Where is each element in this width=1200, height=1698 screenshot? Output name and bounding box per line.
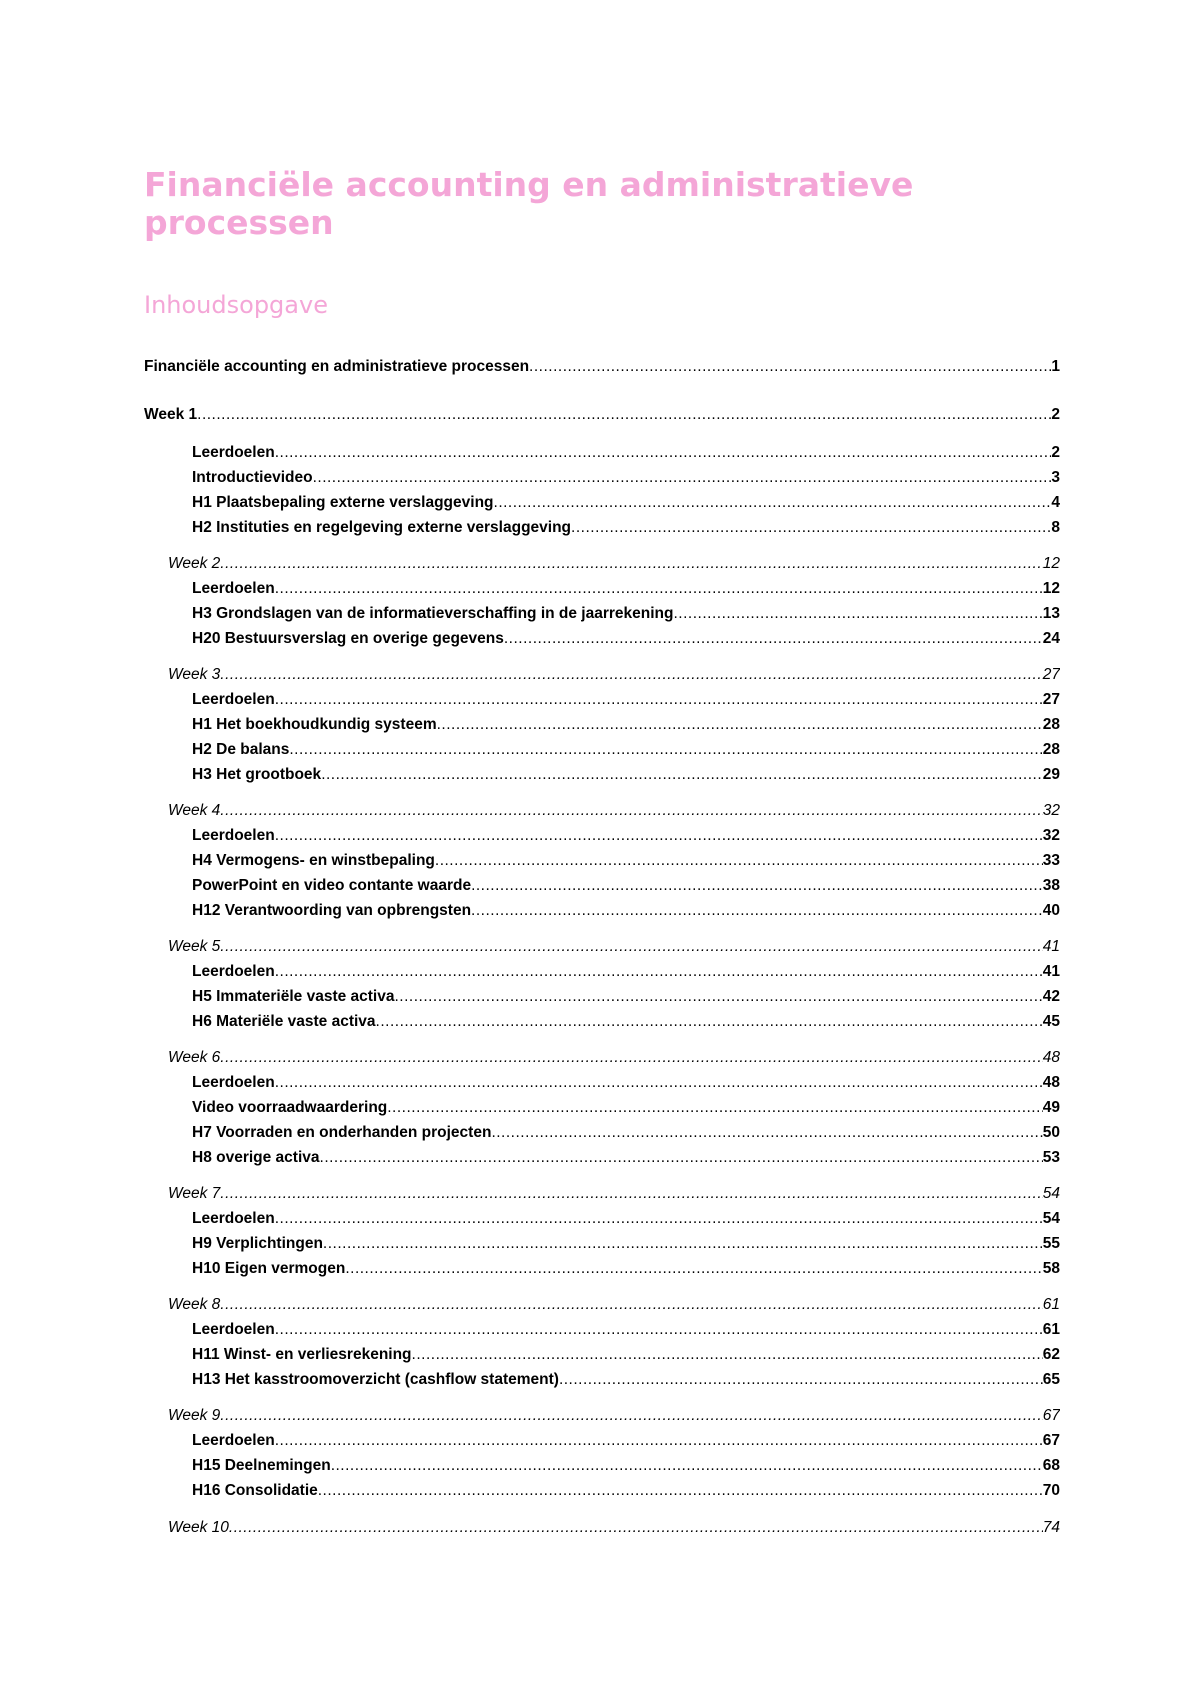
toc-entry[interactable] (192, 714, 1060, 736)
toc-dot-leader (320, 1147, 1043, 1169)
document-title: Financiële accounting en administratieve processen (144, 165, 914, 242)
toc-entry[interactable] (192, 739, 1060, 761)
toc-dot-leader (504, 628, 1043, 650)
toc-entry-page-number: 41 (1042, 938, 1060, 955)
toc-entry-title: Leerdoelen (192, 691, 275, 708)
toc-entry-page-number: 58 (1042, 1260, 1060, 1277)
toc-entry-title: H15 Deelnemingen (192, 1457, 331, 1474)
toc-entry-title: Week 2 (168, 555, 221, 572)
toc-entry[interactable] (192, 764, 1060, 786)
toc-entry-page-number: 8 (1051, 519, 1060, 536)
toc-entry-title: Leerdoelen (192, 1074, 275, 1091)
toc-entry-title: H2 Instituties en regelgeving externe verslaggeving (192, 519, 572, 536)
toc-entry[interactable] (192, 1208, 1060, 1230)
toc-entry[interactable] (192, 603, 1060, 625)
toc-entry[interactable] (168, 1183, 1060, 1205)
toc-entry[interactable] (192, 578, 1060, 600)
toc-entry[interactable] (192, 1122, 1060, 1144)
toc-entry[interactable] (144, 356, 1060, 378)
toc-dot-leader (412, 1344, 1043, 1366)
toc-entry[interactable] (144, 404, 1060, 426)
toc-entry-title: H5 Immateriële vaste activa (192, 988, 395, 1005)
toc-entry[interactable] (192, 517, 1060, 539)
toc-dot-leader (437, 714, 1043, 736)
toc-entry-title: H1 Het boekhoudkundig systeem (192, 716, 437, 733)
toc-entry-page-number: 68 (1042, 1457, 1060, 1474)
toc-entry-title: H3 Grondslagen van de informatieverschaffing in de jaarrekening (192, 605, 674, 622)
toc-entry[interactable] (192, 961, 1060, 983)
toc-entry-page-number: 38 (1042, 877, 1060, 894)
toc-entry-page-number: 4 (1051, 494, 1060, 511)
toc-dot-leader (376, 1011, 1043, 1033)
toc-entry-page-number: 61 (1042, 1321, 1060, 1338)
toc-entry-title: Week 4 (168, 802, 221, 819)
toc-entry-page-number: 12 (1042, 555, 1060, 572)
toc-entry-page-number: 28 (1042, 741, 1060, 758)
toc-entry-title: Week 3 (168, 666, 221, 683)
toc-entry[interactable] (192, 467, 1060, 489)
toc-entry-page-number: 45 (1042, 1013, 1060, 1030)
toc-entry[interactable] (168, 936, 1060, 958)
toc-entry-title: H1 Plaatsbepaling externe verslaggeving (192, 494, 494, 511)
toc-entry[interactable] (192, 689, 1060, 711)
toc-entry[interactable] (192, 442, 1060, 464)
toc-dot-leader (220, 1047, 1042, 1069)
toc-dot-leader (275, 442, 1052, 464)
toc-dot-leader (387, 1097, 1043, 1119)
toc-entry-page-number: 42 (1042, 988, 1060, 1005)
toc-entry-title: H4 Vermogens- en winstbepaling (192, 852, 435, 869)
toc-entry[interactable] (192, 628, 1060, 650)
toc-entry-title: Leerdoelen (192, 580, 275, 597)
toc-entry-title: Week 9 (168, 1407, 221, 1424)
toc-entry-page-number: 70 (1042, 1482, 1060, 1499)
toc-dot-leader (229, 1517, 1043, 1539)
toc-entry-title: H12 Verantwoording van opbrengsten (192, 902, 472, 919)
toc-entry-title: H13 Het kasstroomoverzicht (cashflow statement) (192, 1371, 559, 1388)
toc-entry-page-number: 67 (1042, 1407, 1060, 1424)
toc-entry-title: Leerdoelen (192, 1210, 275, 1227)
toc-entry[interactable] (192, 900, 1060, 922)
toc-entry[interactable] (192, 850, 1060, 872)
toc-dot-leader (321, 764, 1043, 786)
toc-entry-page-number: 27 (1042, 691, 1060, 708)
toc-entry[interactable] (192, 986, 1060, 1008)
toc-entry-page-number: 62 (1042, 1346, 1060, 1363)
toc-dot-leader (275, 825, 1043, 847)
toc-entry-page-number: 33 (1042, 852, 1060, 869)
toc-dot-leader (220, 936, 1042, 958)
toc-entry[interactable] (168, 1294, 1060, 1316)
toc-entry-page-number: 53 (1042, 1149, 1060, 1166)
toc-entry[interactable] (168, 664, 1060, 686)
toc-dot-leader (275, 961, 1043, 983)
toc-entry-page-number: 1 (1051, 358, 1060, 375)
toc-dot-leader (220, 664, 1042, 686)
toc-entry-title: Leerdoelen (192, 827, 275, 844)
toc-entry-page-number: 67 (1042, 1432, 1060, 1449)
toc-entry[interactable] (192, 1319, 1060, 1341)
toc-entry-title: Leerdoelen (192, 1321, 275, 1338)
toc-dot-leader (220, 800, 1042, 822)
toc-entry-page-number: 61 (1042, 1296, 1060, 1313)
toc-dot-leader (471, 875, 1043, 897)
toc-entry-title: Week 6 (168, 1049, 221, 1066)
toc-dot-leader (345, 1258, 1042, 1280)
toc-entry[interactable] (192, 1455, 1060, 1477)
toc-entry-page-number: 65 (1042, 1371, 1060, 1388)
toc-entry-page-number: 55 (1042, 1235, 1060, 1252)
toc-entry[interactable] (192, 1147, 1060, 1169)
toc-entry-page-number: 32 (1042, 802, 1060, 819)
toc-entry[interactable] (192, 1369, 1060, 1391)
toc-dot-leader (313, 467, 1052, 489)
toc-entry-page-number: 48 (1042, 1049, 1060, 1066)
toc-dot-leader (435, 850, 1043, 872)
toc-entry-page-number: 54 (1042, 1210, 1060, 1227)
toc-entry[interactable] (168, 1517, 1060, 1539)
toc-dot-leader (275, 578, 1043, 600)
toc-entry[interactable] (192, 825, 1060, 847)
toc-entry[interactable] (192, 1011, 1060, 1033)
toc-entry-title: H10 Eigen vermogen (192, 1260, 346, 1277)
toc-entry-title: H7 Voorraden en onderhanden projecten (192, 1124, 492, 1141)
toc-entry-page-number: 2 (1051, 444, 1060, 461)
toc-entry-page-number: 48 (1042, 1074, 1060, 1091)
toc-entry-title: Financiële accounting en administratieve processen (144, 358, 530, 375)
toc-entry[interactable] (168, 800, 1060, 822)
toc-entry-title: Week 7 (168, 1185, 221, 1202)
toc-dot-leader (471, 900, 1043, 922)
toc-entry[interactable] (168, 1047, 1060, 1069)
toc-entry-title: Leerdoelen (192, 1432, 275, 1449)
toc-dot-leader (571, 517, 1051, 539)
toc-entry[interactable] (168, 1405, 1060, 1427)
toc-entry-page-number: 54 (1042, 1185, 1060, 1202)
toc-entry[interactable] (192, 1480, 1060, 1502)
toc-entry-title: Week 8 (168, 1296, 221, 1313)
toc-entry-title: Week 10 (168, 1519, 229, 1536)
toc-dot-leader (197, 404, 1051, 426)
toc-entry[interactable] (192, 492, 1060, 514)
toc-entry-title: PowerPoint en video contante waarde (192, 877, 472, 894)
toc-dot-leader (559, 1369, 1043, 1391)
toc-dot-leader (529, 356, 1051, 378)
toc-heading: Inhoudsopgave (144, 291, 328, 319)
toc-entry[interactable] (168, 553, 1060, 575)
toc-entry-page-number: 3 (1051, 469, 1060, 486)
toc-entry-page-number: 40 (1042, 902, 1060, 919)
toc-entry[interactable] (192, 1430, 1060, 1452)
toc-entry-page-number: 74 (1042, 1519, 1060, 1536)
toc-entry[interactable] (192, 1097, 1060, 1119)
toc-entry-page-number: 13 (1042, 605, 1060, 622)
toc-entry-title: H6 Materiële vaste activa (192, 1013, 376, 1030)
toc-dot-leader (220, 553, 1042, 575)
toc-entry-title: Leerdoelen (192, 963, 275, 980)
toc-entry-page-number: 27 (1042, 666, 1060, 683)
toc-dot-leader (394, 986, 1042, 1008)
toc-entry-page-number: 2 (1051, 406, 1060, 423)
toc-entry[interactable] (192, 875, 1060, 897)
toc-dot-leader (289, 739, 1042, 761)
toc-entry-title: H8 overige activa (192, 1149, 320, 1166)
toc-dot-leader (494, 492, 1052, 514)
toc-entry[interactable] (192, 1072, 1060, 1094)
toc-entry-title: H3 Het grootboek (192, 766, 322, 783)
toc-dot-leader (275, 1072, 1043, 1094)
toc-entry-title: H20 Bestuursverslag en overige gegevens (192, 630, 504, 647)
toc-entry-title: H2 De balans (192, 741, 290, 758)
toc-entry[interactable] (192, 1344, 1060, 1366)
toc-entry-title: Leerdoelen (192, 444, 275, 461)
toc-entry-title: Video voorraadwaardering (192, 1099, 388, 1116)
toc-dot-leader (220, 1294, 1042, 1316)
toc-entry-page-number: 50 (1042, 1124, 1060, 1141)
toc-dot-leader (674, 603, 1043, 625)
toc-dot-leader (331, 1455, 1043, 1477)
toc-dot-leader (491, 1122, 1042, 1144)
toc-entry-title: H11 Winst- en verliesrekening (192, 1346, 412, 1363)
toc-entry-title: H9 Verplichtingen (192, 1235, 323, 1252)
toc-dot-leader (275, 689, 1043, 711)
toc-dot-leader (220, 1405, 1042, 1427)
toc-dot-leader (318, 1480, 1043, 1502)
toc-dot-leader (323, 1233, 1043, 1255)
toc-entry-page-number: 12 (1042, 580, 1060, 597)
toc-entry-page-number: 41 (1042, 963, 1060, 980)
toc-entry-page-number: 24 (1042, 630, 1060, 647)
toc-dot-leader (275, 1430, 1043, 1452)
toc-dot-leader (275, 1208, 1043, 1230)
toc-entry-title: Introductievideo (192, 469, 313, 486)
toc-entry[interactable] (192, 1233, 1060, 1255)
toc-entry-page-number: 32 (1042, 827, 1060, 844)
toc-entry-title: Week 1 (144, 406, 198, 423)
toc-entry-page-number: 28 (1042, 716, 1060, 733)
toc-dot-leader (220, 1183, 1042, 1205)
toc-entry-title: Week 5 (168, 938, 221, 955)
toc-entry-title: H16 Consolidatie (192, 1482, 318, 1499)
toc-entry[interactable] (192, 1258, 1060, 1280)
toc-dot-leader (275, 1319, 1043, 1341)
toc-entry-page-number: 49 (1042, 1099, 1060, 1116)
toc-entry-page-number: 29 (1042, 766, 1060, 783)
